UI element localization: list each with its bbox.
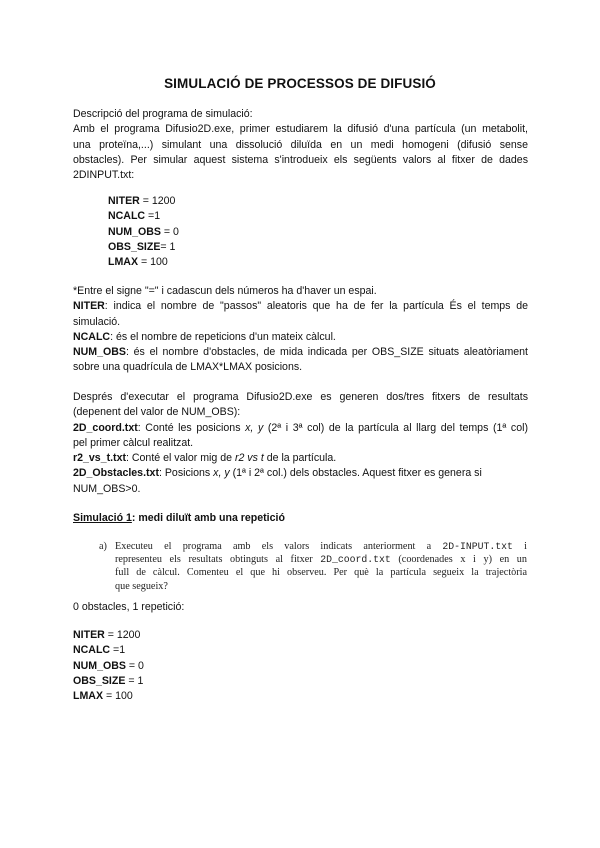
param-name: NUM_OBS <box>108 225 161 238</box>
param-value: = 0 <box>125 659 144 672</box>
question-text-2b: (coordenades x i y) en un <box>390 554 527 566</box>
input-file-name: 2D-INPUT.txt <box>442 541 513 552</box>
param-value: = 1 <box>125 674 144 687</box>
outputs-line-2: (depenent del valor de NUM_OBS): <box>73 406 241 419</box>
param-value: = 1 <box>160 240 176 253</box>
r2-desc-text-2: de la partícula. <box>263 452 337 465</box>
param-row <box>108 194 179 209</box>
niter-label: NITER <box>73 300 105 313</box>
param-name: LMAX <box>73 690 104 703</box>
numobs-desc-line-1 <box>73 345 528 360</box>
param-value: =1 <box>145 210 161 223</box>
obstacles-desc-text-2: (1ª i 2ª col.) dels obstacles. Aquest fitxer es genera si <box>229 467 482 480</box>
param-name: NITER <box>108 195 140 207</box>
simulation-subtitle: 0 obstacles, 1 repetició: <box>73 601 185 613</box>
simulation-title-rest: : medi diluït amb una repetició <box>131 512 285 524</box>
numobs-label: NUM_OBS <box>73 346 126 359</box>
outputs-line-1: Després d'executar el programa Difusio2D.exe es generen dos/tres fitxers de resultats <box>73 391 528 403</box>
equals-note: *Entre el signe "=" i cadascun dels números ha d'haver un espai. <box>73 285 377 297</box>
param-name: NCALC <box>108 210 146 223</box>
param-value: = 0 <box>160 225 179 238</box>
ncalc-label: NCALC <box>73 330 111 343</box>
intro-heading: Descripció del programa de simulació: <box>73 108 253 120</box>
param-value: = 100 <box>138 256 168 269</box>
obstacles-file-label: 2D_Obstacles.txt <box>73 467 159 480</box>
intro-section <box>73 107 528 183</box>
question-line-4: que segueix? <box>115 580 168 592</box>
param-name: OBS_SIZE <box>108 240 161 253</box>
param-name: LMAX <box>108 256 139 269</box>
param-name: NUM_OBS <box>73 659 126 672</box>
param-row <box>73 689 144 704</box>
coord-file-label: 2D_coord.txt <box>73 421 138 434</box>
param-value: = 1200 <box>104 629 141 641</box>
param-row <box>73 628 144 643</box>
niter-desc-text: : indica el nombre de "passos" aleatoris que ha de fer la partícula És el temps de <box>104 300 528 313</box>
question-line-3: full de càlcul. Comenteu el que hi observeu. Per què la partícula segueix la trajectòria <box>115 567 527 579</box>
param-value: =1 <box>110 644 126 657</box>
param-row <box>73 674 144 689</box>
intro-line-2: una proteïna,...) simulant una dissolució diluïda en un medi homogeni (difusió sense <box>73 138 528 151</box>
params-block-2 <box>73 628 144 704</box>
question-text-2: representeu els resultats obtinguts al fitxer <box>115 554 321 566</box>
param-row <box>108 240 179 255</box>
param-name: OBS_SIZE <box>73 674 126 687</box>
question-text <box>115 540 527 593</box>
obstacles-desc-line-1 <box>73 466 528 481</box>
r2-desc <box>73 451 528 466</box>
param-row <box>108 209 179 224</box>
notes-section <box>73 284 528 376</box>
niter-desc-line-1 <box>73 299 528 314</box>
coord-xy: x, y <box>245 421 264 434</box>
param-row <box>108 255 179 270</box>
param-name: NCALC <box>73 644 111 657</box>
question-line-1 <box>115 540 527 553</box>
r2-vs-t: r2 vs t <box>234 452 264 465</box>
obstacles-xy: x, y <box>213 467 230 480</box>
question-block <box>99 540 527 593</box>
coord-desc-text-2: (2ª i 3ª col) de la partícula al llarg del temps (1ª col) <box>263 421 528 434</box>
question-text-1: Executeu el programa amb els valors indicats anteriorment a <box>115 541 443 552</box>
ncalc-desc-text: : és el nombre de repeticions d'un mateix càlcul. <box>110 330 336 343</box>
param-row <box>73 659 144 674</box>
r2-file-label: r2_vs_t.txt <box>73 452 126 465</box>
obstacles-desc-line-2: NUM_OBS>0. <box>73 482 141 495</box>
intro-line-4: 2DINPUT.txt: <box>73 169 135 182</box>
outputs-section <box>73 390 528 497</box>
intro-line-1: Amb el programa Difusio2D.exe, primer estudiarem la difusió d'una partícula (un metabolit, <box>73 123 528 136</box>
coord-desc-text: : Conté les posicions <box>137 421 246 434</box>
coord-desc-line-2: pel primer càlcul realitzat. <box>73 436 194 449</box>
param-value: = 100 <box>103 690 133 703</box>
niter-desc-line-2: simulació. <box>73 315 121 328</box>
coord-desc-line-1 <box>73 421 528 436</box>
r2-desc-text: : Conté el valor mig de <box>126 452 235 465</box>
param-row <box>73 643 144 658</box>
intro-line-3: obstacles). Per simular aquest sistema s'introdueix els següents valors al fitxer de dades <box>73 153 528 166</box>
question-text-1b: i <box>512 541 527 552</box>
param-name: NITER <box>73 629 105 641</box>
coord-file-name: 2D_coord.txt <box>320 554 391 566</box>
ncalc-desc <box>73 330 528 345</box>
numobs-desc-line-2: sobre una quadrícula de LMAX*LMAX posicions. <box>73 361 303 374</box>
page-title: SIMULACIÓ DE PROCESSOS DE DIFUSIÓ <box>164 76 436 91</box>
simulation-heading <box>73 512 285 524</box>
simulation-label: Simulació 1 <box>73 512 132 524</box>
param-row <box>108 225 179 240</box>
obstacles-desc-text: : Posicions <box>158 467 214 480</box>
question-label: a) <box>99 541 107 552</box>
param-value: = 1200 <box>139 195 176 207</box>
params-block-1 <box>108 194 179 270</box>
numobs-desc-text: : és el nombre d'obstacles, de mida indicada per OBS_SIZE situats aleatòriament <box>125 346 528 359</box>
question-line-2 <box>115 553 527 566</box>
